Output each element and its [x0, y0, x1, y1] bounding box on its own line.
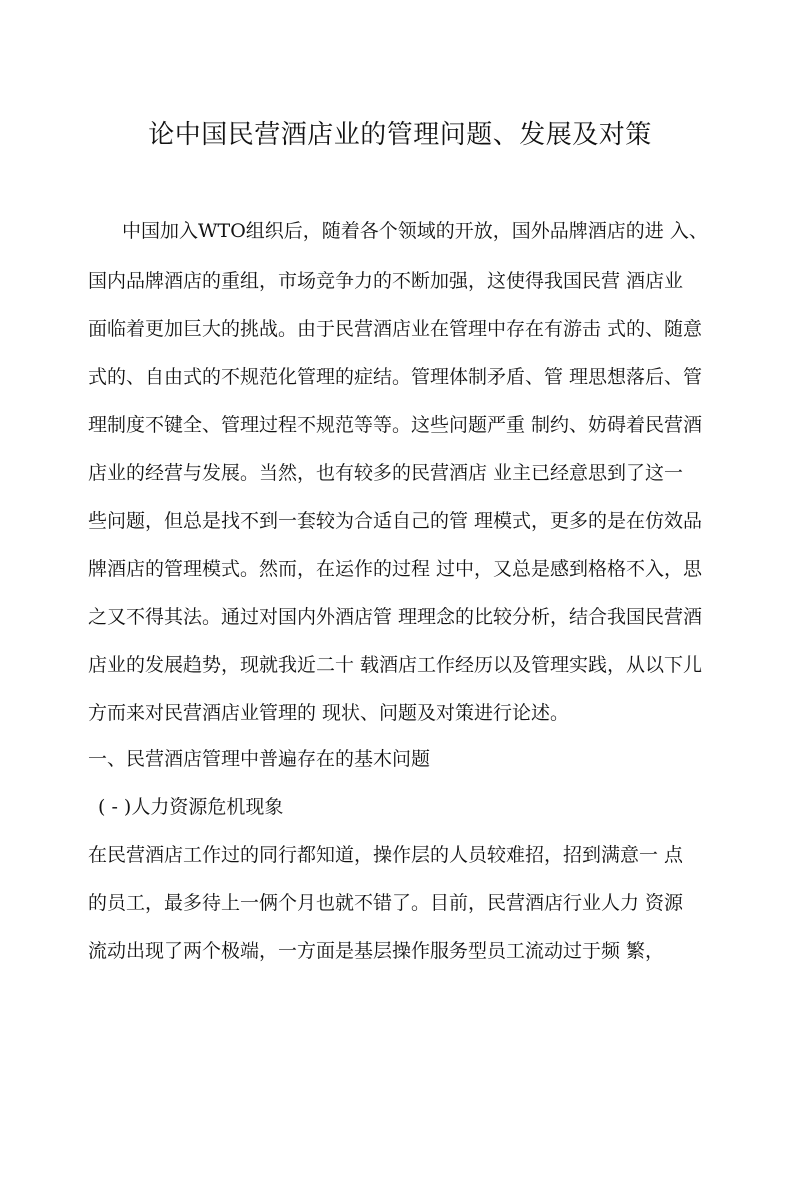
document-title: 论中国民营酒店业的管理问题、发展及对策 — [148, 120, 652, 150]
paragraph-line: 店业的经营与发展。当然，也有较多的民营酒店 业主已经意思到了这一 — [88, 462, 684, 484]
paragraph-line: 国内品牌酒店的重组，市场竞争力的不断加强，这使得我国民营 酒店业 — [88, 270, 684, 292]
paragraph-line: 理制度不键全、管理过程不规范等等。这些问题严重 制约、妨碍着民营酒 — [88, 414, 703, 436]
paragraph-line: 中国加入WTO组织后，随着各个领域的开放，国外品牌酒店的进 入、 — [122, 220, 708, 242]
paragraph-line: 在民营酒店工作过的同行都知道，操作层的人员较难招，招到满意一 点 — [88, 844, 684, 866]
section-heading: 一、民营酒店管理中普遍存在的基木问题 — [88, 748, 431, 770]
subsection-heading: ( - )人力资源危机现象 — [98, 796, 284, 818]
paragraph-line: 牌酒店的管理模式。然而，在运作的过程 过中，又总是感到格格不入，思 — [88, 558, 703, 580]
paragraph-line: 流动出现了两个极端，一方面是基层操作服务型员工流动过于频 繁， — [88, 940, 665, 962]
paragraph-line: 式的、自由式的不规范化管理的症结。管理体制矛盾、管 理思想落后、管 — [88, 366, 703, 388]
paragraph-line: 之又不得其法。通过对国内外酒店管 理理念的比较分析，结合我国民营酒 — [88, 606, 703, 628]
paragraph-line: 的员工，最多待上一俩个月也就不错了。目前，民营酒店行业人力 资源 — [88, 892, 684, 914]
paragraph-line: 些问题，但总是找不到一套较为合适自己的管 理模式，更多的是在仿效品 — [88, 510, 703, 532]
paragraph-line: 店业的发展趋势，现就我近二十 载酒店工作经历以及管理实践，从以下儿 — [88, 654, 703, 676]
paragraph-line: 面临着更加巨大的挑战。由于民营酒店业在管理中存在有游击 式的、随意 — [88, 318, 703, 340]
paragraph-line: 方而来对民营酒店业管理的 现状、问题及对策进行论述。 — [88, 702, 570, 724]
